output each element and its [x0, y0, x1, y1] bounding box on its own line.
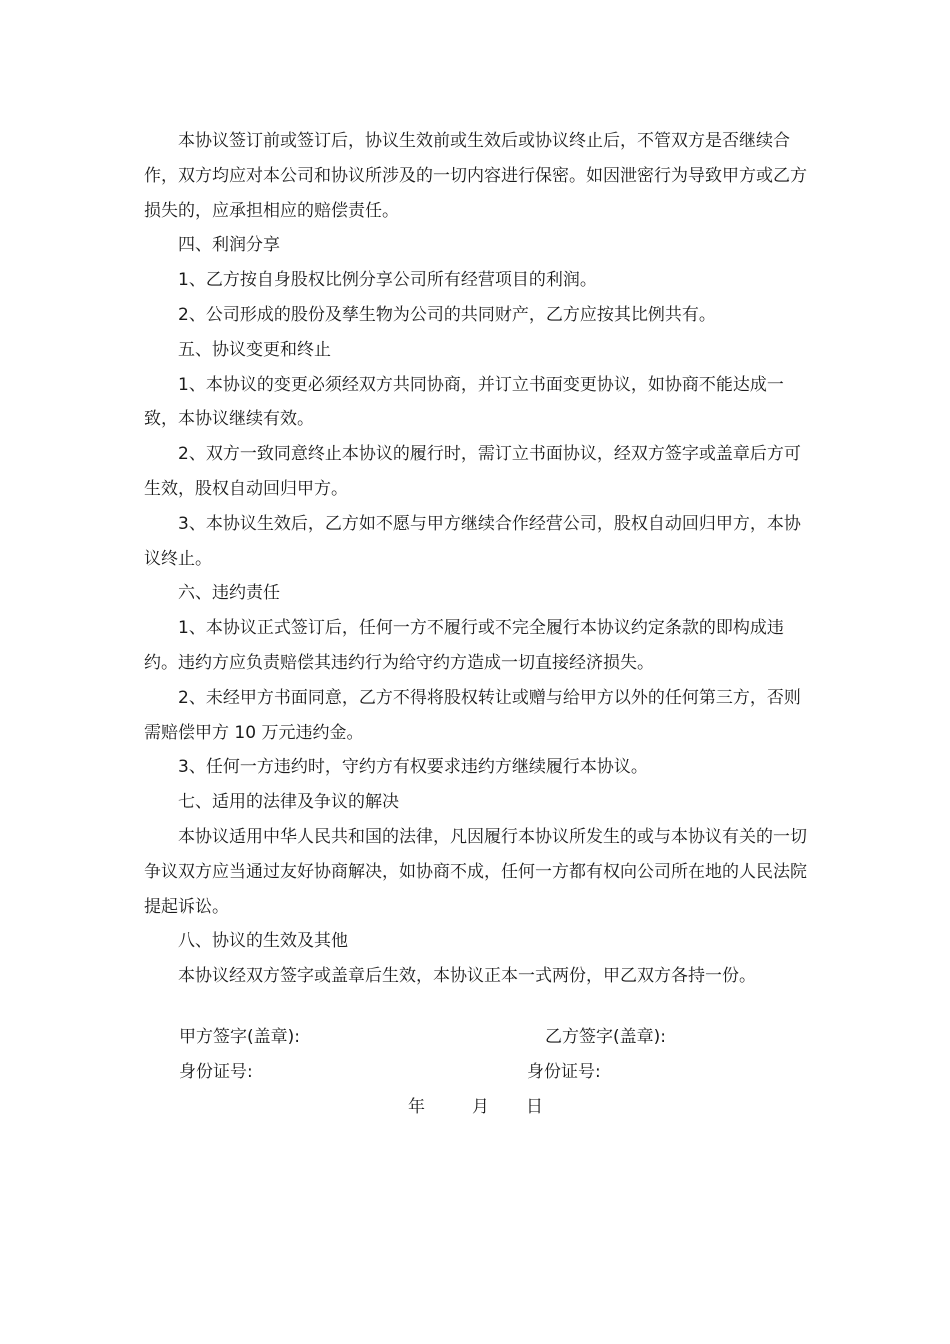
date-month-label: 月 — [472, 1097, 489, 1117]
clause-breach-1: 1、本协议正式签订后，任何一方不履行或不完全履行本协议约定条款的即构成违约。违约方应负责赔偿其违约行为给守约方造成一切直接经济损失。 — [144, 618, 784, 673]
date-day-label: 日 — [526, 1097, 543, 1117]
party-b-signature-label: 乙方签字(盖章): — [545, 1027, 666, 1047]
clause-change-1: 1、本协议的变更必须经双方共同协商，并订立书面变更协议，如协商不能达成一致，本协议继续有效。 — [144, 374, 784, 430]
clause-governing-law: 本协议适用中华人民共和国的法律，凡因履行本协议所发生的或与本协议有关的一切争议双方应当通过友好协商解决，如协商不成，任何一方都有权向公司所在地的人民法院提起诉讼。 — [144, 826, 807, 917]
clause-change-3: 3、本协议生效后，乙方如不愿与甲方继续合作经营公司，股权自动回归甲方，本协议终止。 — [144, 513, 801, 569]
party-a-signature-label: 甲方签字(盖章): — [179, 1027, 300, 1047]
party-b-id-label: 身份证号: — [527, 1062, 601, 1082]
party-a-id-label: 身份证号: — [179, 1062, 253, 1082]
clause-change-2: 2、双方一致同意终止本协议的履行时，需订立书面协议，经双方签字或盖章后方可生效，股权自动回归甲方。 — [144, 444, 801, 499]
section-heading-profit-sharing: 四、利润分享 — [178, 235, 280, 256]
section-heading-effectiveness: 八、协议的生效及其他 — [178, 931, 348, 952]
confidentiality-paragraph: 本协议签订前或签订后，协议生效前或生效后或协议终止后，不管双方是否继续合作，双方均应对本公司和协议所涉及的一切内容进行保密。如因泄密行为导致甲方或乙方损失的，应承担相应的赔偿责任。 — [144, 131, 807, 221]
clause-profit-1: 1、乙方按自身股权比例分享公司所有经营项目的利润。 — [178, 270, 597, 291]
clause-profit-2: 2、公司形成的股份及孳生物为公司的共同财产，乙方应按其比例共有。 — [178, 304, 716, 325]
section-heading-governing-law: 七、适用的法律及争议的解决 — [178, 792, 399, 813]
clause-effectiveness: 本协议经双方签字或盖章后生效，本协议正本一式两份，甲乙双方各持一份。 — [178, 966, 756, 987]
section-heading-breach: 六、违约责任 — [178, 583, 280, 604]
agreement-body — [144, 124, 808, 994]
date-year-label: 年 — [408, 1097, 425, 1117]
section-heading-change-termination: 五、协议变更和终止 — [178, 339, 331, 360]
clause-breach-3: 3、任何一方违约时，守约方有权要求违约方继续履行本协议。 — [178, 757, 648, 778]
clause-breach-2: 2、未经甲方书面同意，乙方不得将股权转让或赠与给甲方以外的任何第三方，否则需赔偿甲方 10 万元违约金。 — [144, 687, 801, 743]
